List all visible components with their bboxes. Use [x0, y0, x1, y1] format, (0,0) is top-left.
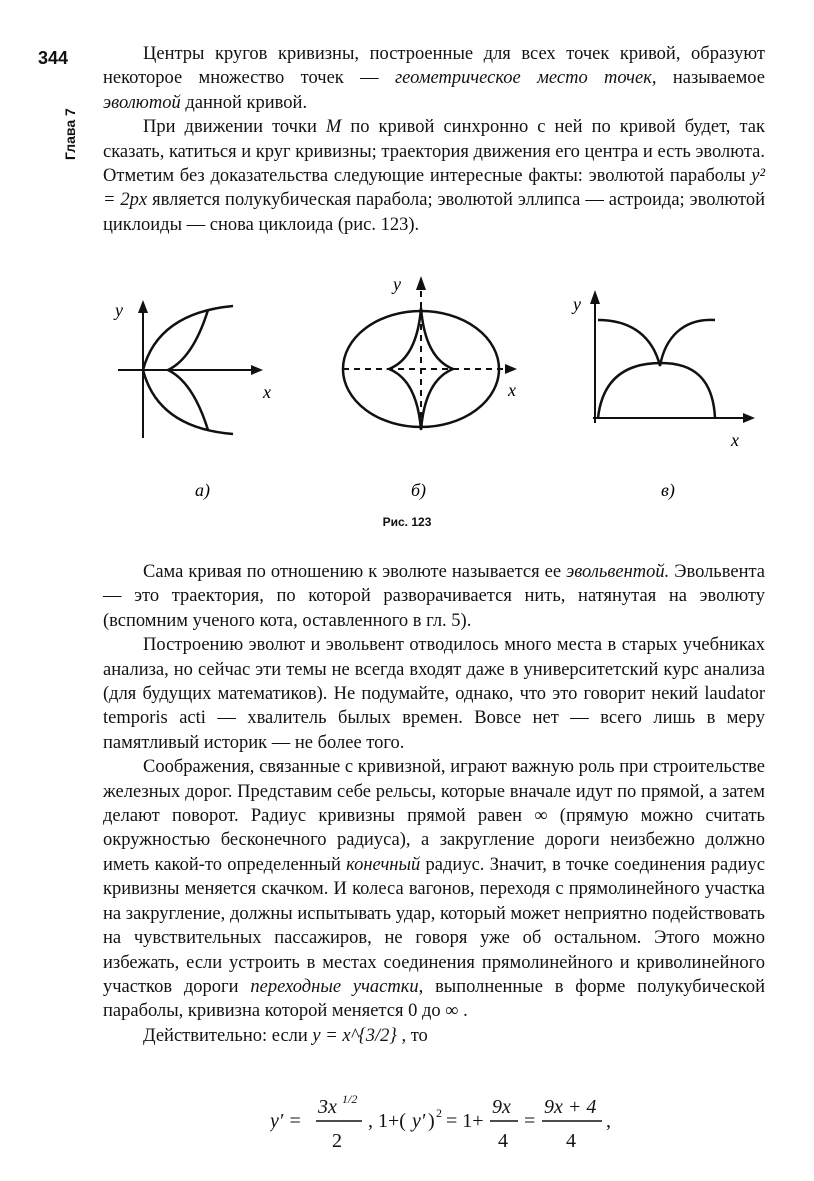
panel-b-y-arrow	[416, 276, 426, 290]
page-number: 344	[38, 48, 69, 68]
paragraph-3: Сама кривая по отношению к эволюте называется ее эвольвентой. Эвольвента — это траектория, по которой разворачивается нить, натянутая на эволюту (вспомним ученого кота, оставленного в гл. 5).	[103, 562, 765, 631]
svg-text:, 1+(: , 1+(	[368, 1110, 406, 1132]
paragraph-4: Построению эволют и эвольвент отводилось много места в старых учебниках анализа, но сейчас эти темы не всегда входят даже в университетский курс анализа (для будущих математиков). Не подумайте, однако, что это говорит некий laudator temporis acti — хвалитель былых времен. Вовсе нет — всего лишь в меру памятливый историк — не более того.	[103, 635, 765, 753]
panel-b-y-label: y	[393, 274, 401, 294]
panel-b	[343, 274, 517, 501]
figure-caption: Рис. 123	[382, 515, 432, 529]
chapter-label: Глава 7	[62, 108, 78, 160]
panel-c-x-label: x	[731, 430, 739, 450]
paragraph-5: Соображения, связанные с кривизной, играют важную роль при строительстве железных дорог. Представим себе рельсы, которые вначале идут по прямой, а затем делают поворот. Радиус кривизны прямой равен ∞ (прямую можно считать окружностью бесконечного радиуса), а закругление дороги неизбежно должно иметь какой-то определенный конечный радиус. Значит, в точке соединения радиус кривизны меняется скачком. И колеса вагонов, переходя с прямолинейного участка на закругление, должны испытывать удар, который может неприятно подействовать на чувствительных пассажиров, не говоря уже об остальном. Этого можно избежать, если устроить в местах соединения прямолинейного и криволинейного участков дороги переходные участки, выполненные в форме полукубической параболы, кривизна которой меняется 0 до ∞ .	[103, 757, 765, 1022]
panel-c-cycloid	[598, 363, 715, 418]
formula-svg	[270, 1085, 630, 1165]
svg-text:9x: 9x	[492, 1096, 511, 1118]
svg-text:,: ,	[606, 1110, 611, 1132]
text-block-bottom	[103, 560, 765, 1048]
derivative-formula	[270, 1085, 630, 1165]
panel-a-y-label: y	[115, 300, 123, 320]
svg-text:1/2: 1/2	[342, 1092, 358, 1106]
panel-b-x-arrow	[505, 364, 517, 374]
svg-text:3x: 3x	[318, 1096, 337, 1118]
figure-svg	[103, 268, 763, 508]
panel-c-x-arrow	[743, 413, 755, 423]
svg-text:y′ =: y′ =	[270, 1110, 302, 1132]
svg-text:4: 4	[498, 1130, 508, 1152]
panel-a	[113, 300, 271, 501]
panel-a-label: а)	[195, 480, 210, 500]
panel-c	[571, 290, 755, 501]
panel-c-evolute	[598, 320, 715, 366]
svg-text:= 1+: = 1+	[446, 1110, 484, 1132]
panel-a-x-label: x	[263, 382, 271, 402]
paragraph-1: Центры кругов кривизны, построенные для всех точек кривой, образуют некоторое множество точек — геометрическое место точек, называемое эволютой данной кривой.	[103, 44, 765, 113]
panel-c-y-arrow	[590, 290, 600, 304]
panel-b-x-label: x	[508, 380, 516, 400]
svg-text:2: 2	[332, 1130, 342, 1152]
paragraph-6: Действительно: если y = x^{3/2} , то	[143, 1025, 428, 1046]
paragraph-2: При движении точки M по кривой синхронно с ней по кривой будет, так сказать, катиться и круг кривизны; траектория движения его центра и есть эволюта. Отметим без доказательства следующие интересные факты: эволютой параболы y² = 2px является полукубическая парабола; эволютой эллипса — астроида; эволютой циклоиды — снова циклоида (рис. 123).	[103, 117, 766, 235]
panel-c-y-label: y	[573, 294, 581, 314]
svg-text:=: =	[524, 1110, 536, 1132]
svg-text:9x + 4: 9x + 4	[544, 1096, 597, 1118]
panel-c-label: в)	[661, 480, 675, 500]
svg-text:y′: y′	[412, 1110, 426, 1132]
text-block-top	[103, 42, 765, 237]
svg-text:2: 2	[436, 1106, 442, 1120]
panel-a-x-arrow	[251, 365, 263, 375]
panel-b-label: б)	[411, 480, 427, 500]
svg-text:4: 4	[566, 1130, 576, 1152]
svg-text:): )	[428, 1110, 435, 1132]
figure-123	[103, 268, 763, 538]
panel-a-y-arrow	[138, 300, 148, 313]
